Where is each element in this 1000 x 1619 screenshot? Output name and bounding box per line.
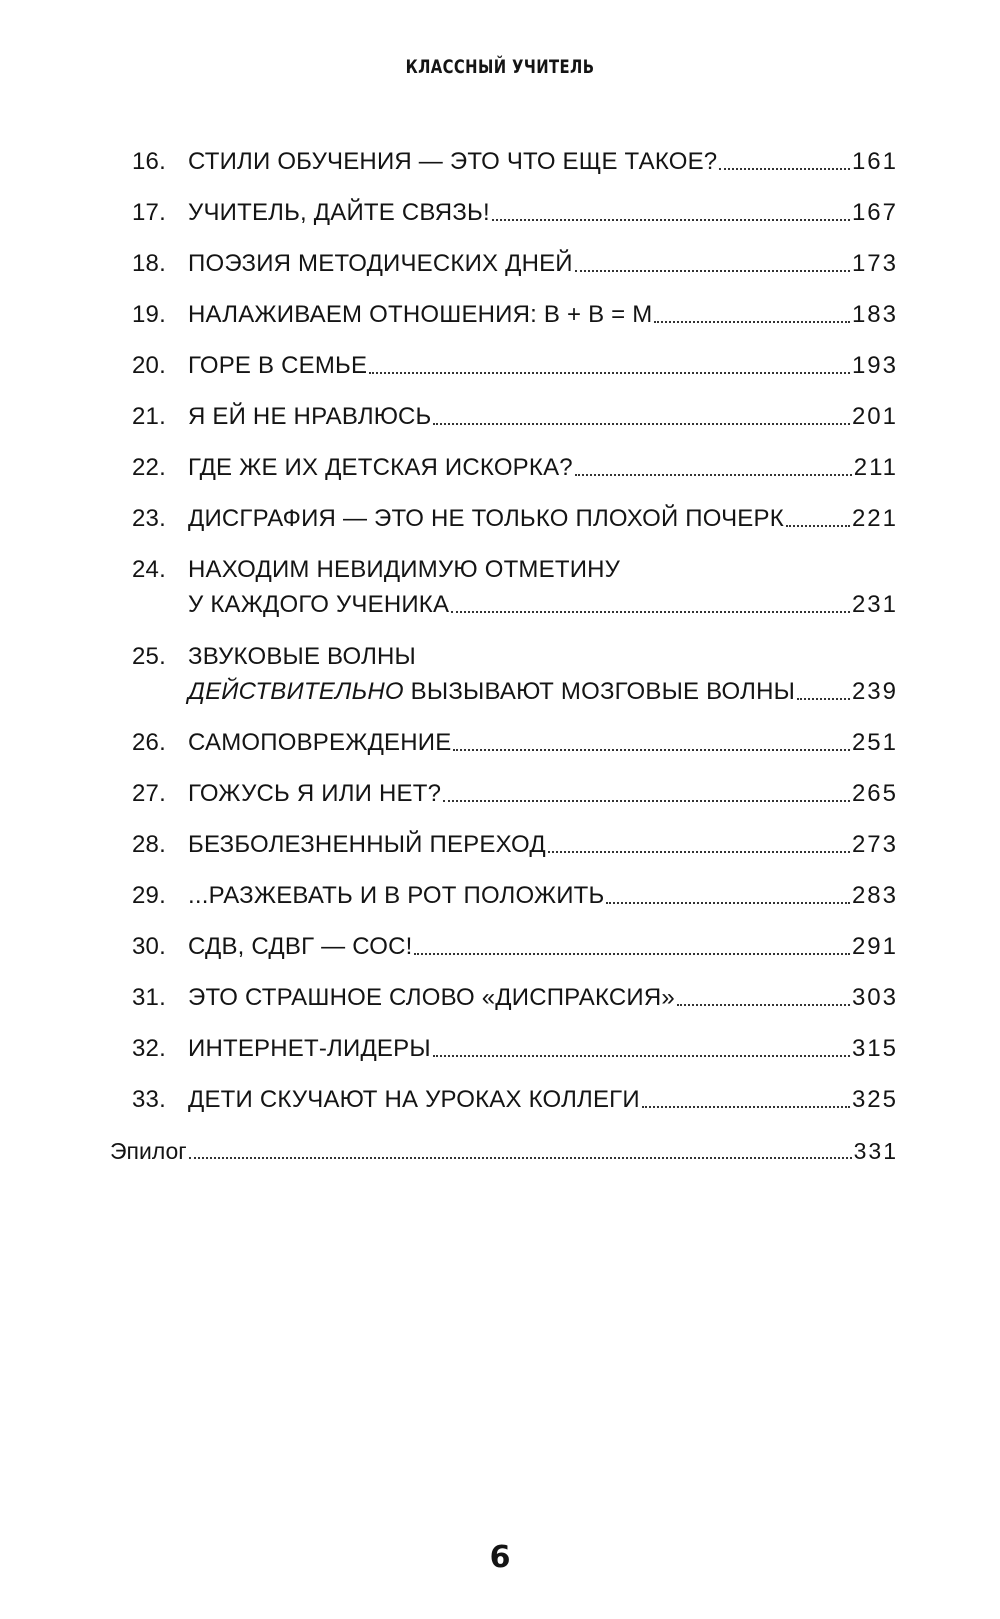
dot-leader [606,902,849,904]
toc-entry-32[interactable] [132,1034,898,1064]
entry-title-line2: ВЫЗЫВАЮТ МОЗГОВЫЕ ВОЛНЫ [403,678,796,705]
entry-title: САМОПОВРЕЖДЕНИЕ [188,729,452,756]
toc-entry-27[interactable] [132,779,898,809]
toc-entry-21[interactable] [132,402,898,432]
entry-number: 23. [132,505,166,532]
entry-title: ЭТО СТРАШНОЕ СЛОВО «ДИСПРАКСИЯ» [188,984,675,1011]
dot-leader [433,1055,850,1057]
toc-entry-25[interactable] [132,642,898,707]
entry-page: 231 [851,591,898,618]
entry-page: 303 [851,984,898,1011]
dot-leader [451,611,850,613]
entry-number: 21. [132,403,166,430]
entry-number: 16. [132,148,166,175]
entry-title: ПОЭЗИЯ МЕТОДИЧЕСКИХ ДНЕЙ [188,250,573,277]
toc-entry-17[interactable] [132,198,898,228]
entry-page: 161 [851,148,898,175]
dot-leader [719,168,850,170]
dot-leader [453,749,850,751]
entry-number: 18. [132,250,166,277]
entry-title-emphasis: ДЕЙСТВИТЕЛЬНО [188,678,404,705]
page-number: 6 [489,1540,511,1575]
dot-leader [492,219,850,221]
entry-page: 283 [851,882,898,909]
toc-entry-26[interactable] [132,728,898,758]
entry-number: 25. [132,643,166,670]
dot-leader [548,851,850,853]
entry-number: 28. [132,831,166,858]
entry-title: СДВ, СДВГ — СОС! [188,933,413,960]
entry-title: Эпилог [110,1138,187,1164]
dot-leader [189,1157,852,1159]
toc-entry-16[interactable] [132,147,898,177]
toc-entry-28[interactable] [132,830,898,860]
entry-page: 273 [851,831,898,858]
entry-number: 17. [132,199,166,226]
toc-entry-33[interactable] [132,1085,898,1115]
dot-leader [369,372,850,374]
dot-leader [575,270,850,272]
entry-number: 32. [132,1035,166,1062]
toc-entry-epilog[interactable] [110,1136,898,1166]
toc-entry-31[interactable] [132,983,898,1013]
toc-entry-24[interactable] [132,555,898,620]
dot-leader [414,953,849,955]
toc-entry-19[interactable] [132,300,898,330]
dot-leader [654,321,850,323]
entry-number: 33. [132,1086,166,1113]
entry-page: 173 [851,250,898,277]
entry-number: 20. [132,352,166,379]
entry-title-line2: У КАЖДОГО УЧЕНИКА [188,591,450,618]
entry-number: 27. [132,780,166,807]
toc-entry-30[interactable] [132,932,898,962]
toc-entry-18[interactable] [132,249,898,279]
dot-leader [642,1106,850,1108]
entry-page: 325 [851,1086,898,1113]
entry-page: 193 [851,352,898,379]
dot-leader [677,1004,850,1006]
entry-title: Я ЕЙ НЕ НРАВЛЮСЬ [188,403,432,430]
entry-title: ГДЕ ЖЕ ИХ ДЕТСКАЯ ИСКОРКА? [188,454,573,481]
entry-title: БЕЗБОЛЕЗНЕННЫЙ ПЕРЕХОД [188,831,546,858]
entry-page: 211 [853,454,898,481]
toc-entry-20[interactable] [132,351,898,381]
toc-entry-22[interactable] [132,453,898,483]
entry-title-line1: НАХОДИМ НЕВИДИМУЮ ОТМЕТИНУ [188,556,621,583]
dot-leader [443,800,850,802]
entry-title: ...РАЗЖЕВАТЬ И В РОТ ПОЛОЖИТЬ [188,882,605,909]
entry-number: 31. [132,984,166,1011]
entry-page: 331 [853,1138,898,1164]
entry-number: 22. [132,454,166,481]
entry-title: ДИСГРАФИЯ — ЭТО НЕ ТОЛЬКО ПЛОХОЙ ПОЧЕРК [188,505,784,532]
entry-number: 24. [132,556,166,583]
dot-leader [433,423,850,425]
entry-title: ДЕТИ СКУЧАЮТ НА УРОКАХ КОЛЛЕГИ [188,1086,640,1113]
entry-number: 26. [132,729,166,756]
entry-title: ГОРЕ В СЕМЬЕ [188,352,368,379]
dot-leader [797,698,850,700]
dot-leader [575,474,852,476]
entry-title-line1: ЗВУКОВЫЕ ВОЛНЫ [188,643,416,670]
entry-title: ГОЖУСЬ Я ИЛИ НЕТ? [188,780,442,807]
entry-page: 201 [851,403,898,430]
entry-page: 239 [851,678,898,705]
entry-number: 19. [132,301,166,328]
entry-title: НАЛАЖИВАЕМ ОТНОШЕНИЯ: В + В = М [188,301,653,328]
entry-page: 291 [851,933,898,960]
entry-title: УЧИТЕЛЬ, ДАЙТЕ СВЯЗЬ! [188,199,490,226]
entry-page: 221 [851,505,898,532]
entry-page: 167 [851,199,898,226]
entry-page: 183 [851,301,898,328]
dot-leader [786,525,850,527]
entry-page: 265 [851,780,898,807]
toc-entry-23[interactable] [132,504,898,534]
entry-number: 29. [132,882,166,909]
entry-title: ИНТЕРНЕТ-ЛИДЕРЫ [188,1035,431,1062]
entry-title: СТИЛИ ОБУЧЕНИЯ — ЭТО ЧТО ЕЩЕ ТАКОЕ? [188,148,718,175]
toc-entry-29[interactable] [132,881,898,911]
entry-page: 251 [851,729,898,756]
entry-number: 30. [132,933,166,960]
running-header: КЛАССНЫЙ УЧИТЕЛЬ [405,56,595,78]
entry-page: 315 [851,1035,898,1062]
